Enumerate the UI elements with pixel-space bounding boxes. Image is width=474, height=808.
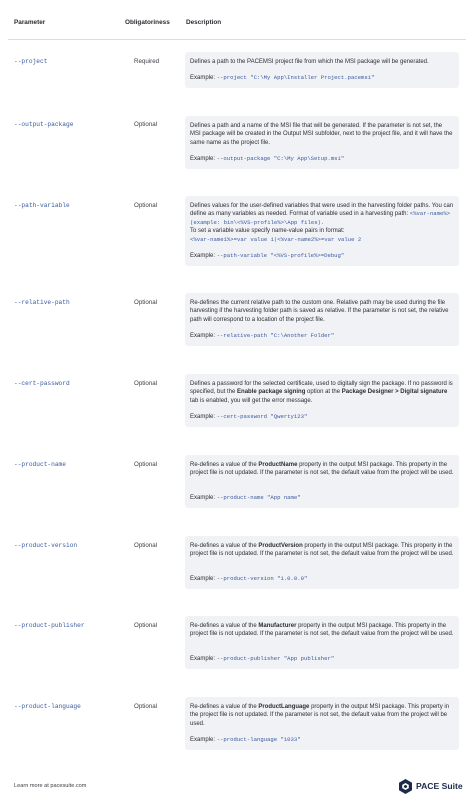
header-parameter: Parameter	[14, 19, 46, 26]
example-label: Example:	[190, 495, 216, 501]
description-text	[190, 542, 454, 559]
obligatoriness-value: Optional	[134, 202, 158, 209]
description-segment: property in the output MSI package. This property in the project file is not updated. If the parameter is not set, the default value from the project will be used.	[190, 543, 454, 558]
description-segment: Defines a path to the PACEMSI project file from which the MSI package will be generated.	[190, 59, 429, 65]
description-bold: Manufacturer	[258, 623, 297, 629]
description-box	[185, 52, 459, 88]
obligatoriness-value: Required	[134, 58, 160, 65]
example-line	[190, 736, 301, 743]
description-text	[190, 622, 454, 639]
description-box	[185, 374, 459, 427]
example-line	[190, 74, 374, 81]
description-text	[190, 122, 454, 147]
obligatoriness-value: Optional	[134, 299, 158, 306]
description-bold: Package Designer > Digital signature	[341, 389, 448, 396]
description-segment: property in the output MSI package. This property in the project file is not updated. If the parameter is not set, the default value from the project will be used.	[190, 704, 450, 727]
description-text	[190, 461, 454, 478]
example-code: --path-variable "<%VS-profile%>=Debug"	[216, 252, 345, 259]
description-bold: ProductVersion	[258, 543, 303, 549]
example-code: --product-name "App name"	[216, 494, 301, 501]
example-code: --relative-path "C:\Another Folder"	[216, 332, 335, 339]
pace-suite-logo-icon	[399, 779, 412, 794]
parameter-name: --product-name	[14, 461, 66, 468]
description-box	[185, 196, 459, 266]
example-line	[190, 155, 344, 162]
example-code: --product-version "1.0.0.0"	[216, 575, 308, 582]
description-text	[190, 58, 454, 66]
example-line	[190, 575, 307, 582]
description-segment: Defines a path and a name of the MSI file that will be generated. If the parameter is not set, the MSI package will be created in the Output MSI subfolder, next to the project file, and it will have the same name as the project file.	[190, 123, 453, 146]
example-label: Example:	[190, 737, 216, 743]
description-bold: ProductLanguage	[258, 704, 310, 710]
example-line	[190, 494, 301, 501]
description-segment: Re-defines a value of the	[190, 704, 259, 710]
example-line	[190, 413, 307, 420]
example-line	[190, 332, 334, 339]
description-text	[190, 202, 454, 244]
parameter-name: --relative-path	[14, 299, 70, 306]
description-segment: property in the output MSI package. This property in the project file is not updated. If the parameter is not set, the default value from the project will be used.	[190, 623, 454, 638]
header-description: Description	[186, 19, 222, 26]
obligatoriness-value: Optional	[134, 380, 158, 387]
example-label: Example:	[190, 414, 216, 420]
example-line	[190, 252, 344, 259]
description-text	[190, 299, 454, 324]
obligatoriness-value: Optional	[134, 703, 158, 710]
description-box	[185, 293, 459, 346]
header-obligatoriness: Obligatoriness	[125, 19, 170, 26]
example-label: Example:	[190, 75, 216, 81]
description-segment: Defines a password for the selected certificate, used to digitally sign the package. If no password is specified, but the	[190, 381, 453, 396]
description-box	[185, 455, 459, 508]
description-code: <%var-name%> (example: bin\<%VS-profile%>\App files).	[190, 210, 451, 226]
parameter-name: --output-package	[14, 121, 74, 128]
example-code: --product-language "1033"	[216, 736, 301, 743]
description-segment: Re-defines a value of the	[190, 623, 259, 629]
description-code: <%var-name1%>=var value 1|<%var-name2%>=var value 2	[190, 235, 362, 243]
obligatoriness-value: Optional	[134, 121, 158, 128]
description-box	[185, 536, 459, 589]
description-box	[185, 116, 459, 169]
description-text	[190, 703, 454, 728]
description-segment: Re-defines a value of the	[190, 462, 259, 468]
table-header	[0, 0, 474, 42]
parameter-name: --product-language	[14, 703, 81, 710]
brand-name: PACE Suite	[416, 781, 463, 791]
parameter-name: --cert-password	[14, 380, 70, 387]
example-code: --project "C:\My App\Installer Project.pacemsi"	[216, 74, 375, 81]
obligatoriness-value: Optional	[134, 622, 158, 629]
description-segment: Re-defines the current relative path to the custom one. Relative path may be used during the file harvesting if the harvesting folder path is saved as relative. If the parameter is not set, the relative path will correspond to a location of the project file.	[190, 300, 449, 323]
obligatoriness-value: Optional	[134, 542, 158, 549]
description-bold: Enable package signing	[237, 389, 306, 396]
example-label: Example:	[190, 656, 216, 662]
example-label: Example:	[190, 333, 216, 339]
example-code: --product-publisher "App publisher"	[216, 655, 335, 662]
description-segment: property in the output MSI package. This property in the project file is not updated. If the parameter is not set, the default value from the project will be used.	[190, 462, 454, 477]
description-box	[185, 697, 459, 750]
parameter-name: --product-version	[14, 542, 78, 549]
parameter-name: --product-publisher	[14, 622, 85, 629]
description-segment: Re-defines a value of the	[190, 543, 259, 549]
header-divider	[8, 39, 466, 40]
obligatoriness-value: Optional	[134, 461, 158, 468]
description-segment: Defines values for the user-defined variables that were used in the harvesting folder paths. You can define as many variables as needed. Format of variable used in a harvesting path:	[190, 203, 454, 218]
example-line	[190, 655, 334, 662]
description-bold: ProductName	[258, 462, 298, 468]
description-box	[185, 616, 459, 669]
description-text	[190, 380, 454, 405]
description-segment: To set a variable value specify name-value pairs in format:	[190, 228, 345, 235]
example-label: Example:	[190, 576, 216, 582]
example-label: Example:	[190, 253, 216, 259]
example-label: Example:	[190, 156, 216, 162]
parameter-name: --project	[14, 58, 48, 65]
parameter-name: --path-variable	[14, 202, 70, 209]
description-segment: tab is enabled, you will get the error message.	[190, 397, 313, 404]
description-segment: option at the	[305, 389, 342, 396]
example-code: --output-package "C:\My App\Setup.msi"	[216, 155, 345, 162]
footer-link-text[interactable]: Learn more at pacesuite.com	[14, 783, 87, 789]
example-code: --cert-password "Qwerty123"	[216, 413, 308, 420]
